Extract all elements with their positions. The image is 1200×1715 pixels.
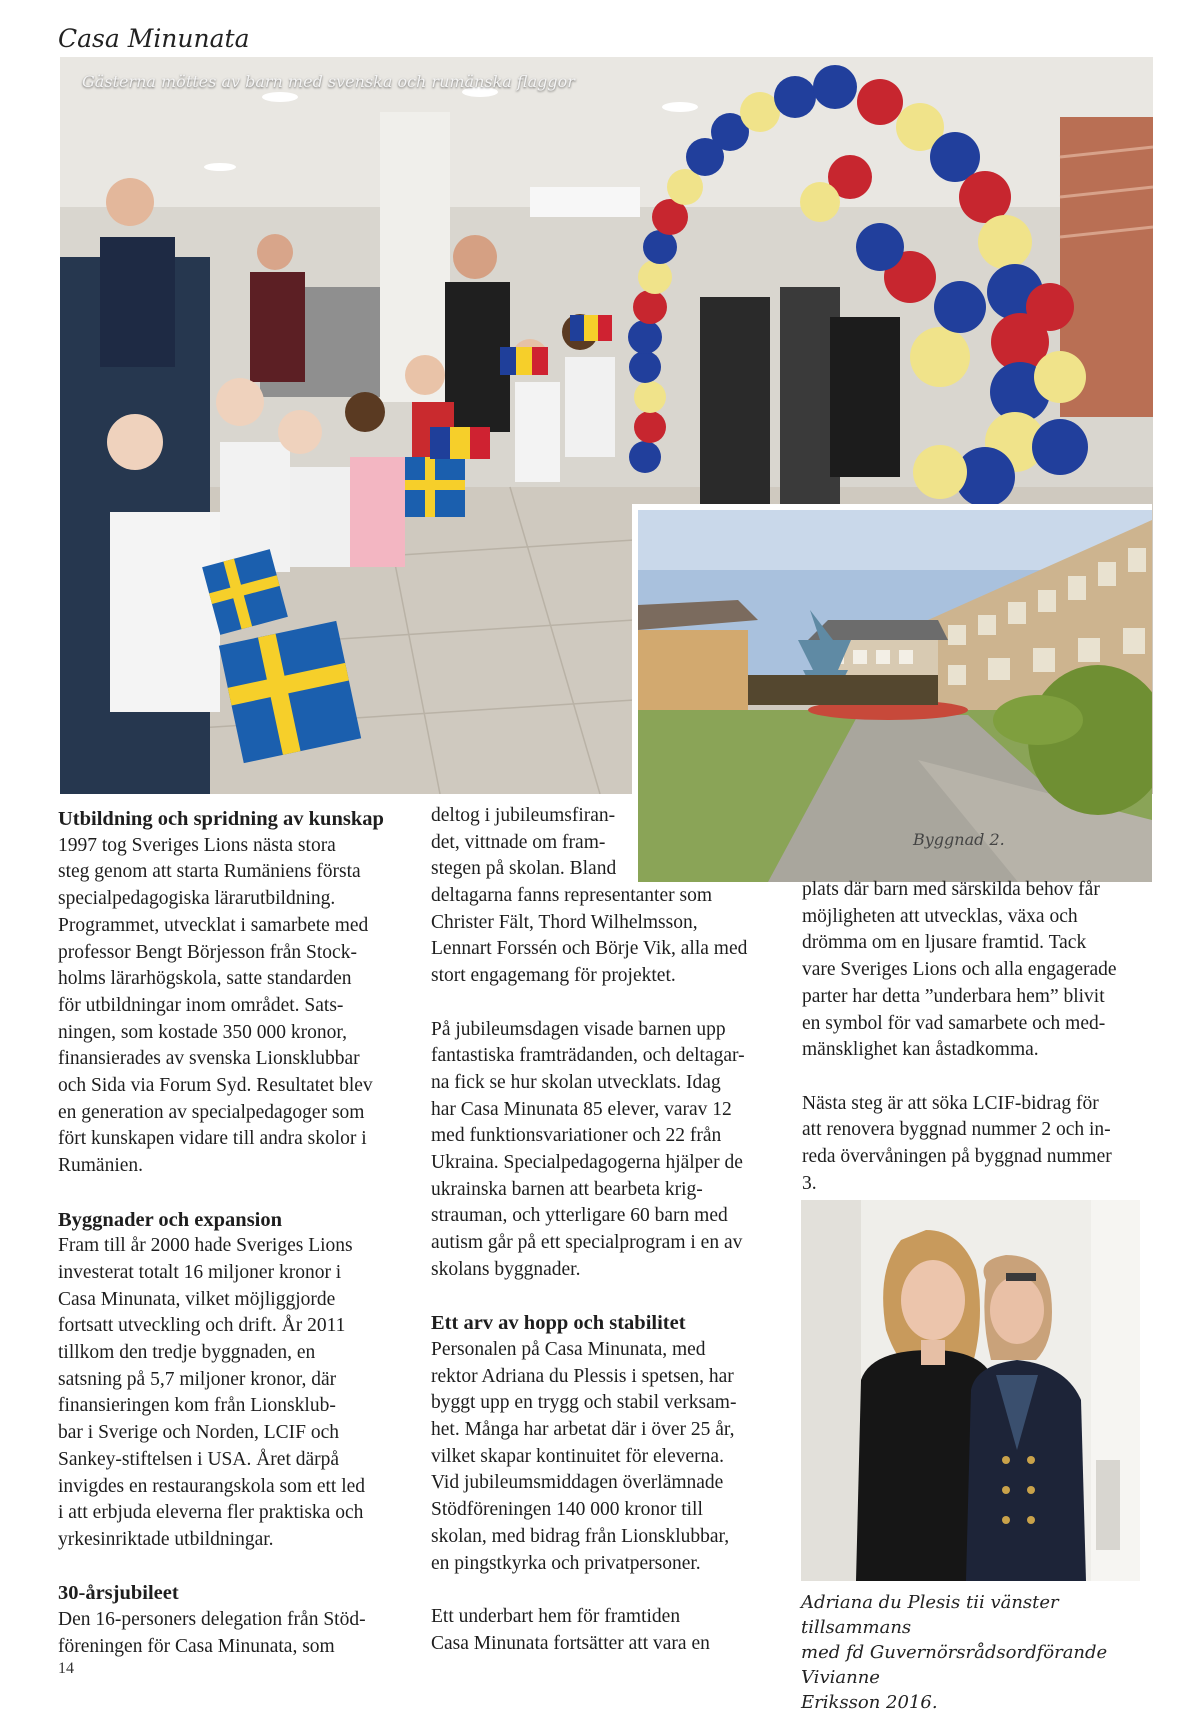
- paragraph-jubileumsdagen: På jubileumsdagen visade barnen upp fantastiska framträdanden, och deltagar- na fick se hur skolan utvecklats. Idag har Casa Minunata 85 elever, varav 12 med funktionsvariationer och 22 från Ukraina. Specialpedagogerna hjälper de ukrainska barnen att bearbeta krig- strauman, och ytterligare 60 barn med autism går på ett specialprogram i en av skolans byggnader.: [431, 1018, 745, 1280]
- paragraph-utbildning: 1997 tog Sveriges Lions nästa stora steg genom att starta Rumäniens första specialpedagogiska lärarutbildning. Programmet, utvecklat i samarbete med professor Bengt Börjesson från Stock- holms lärarhögskola, satte standarden för utbildningar inom området. Sats- ningen, som kostade 350 000 kronor, finansierades av svenska Lionsklubbar och Sida via Forum Syd. Resultatet blev en generation av specialpedagoger som fört kunskapen vidare till andra skolor i Rumänien.: [58, 834, 373, 1177]
- building-photo-caption: Byggnad 2.: [913, 830, 1005, 849]
- heading-arv: Ett arv av hopp och stabilitet: [431, 1312, 686, 1335]
- page-number: 14: [58, 1660, 74, 1677]
- paragraph-nasta-steg: Nästa steg är att söka LCIF-bidrag för att renovera byggnad nummer 2 och in- reda övervåningen på byggnad nummer 3.: [802, 1092, 1112, 1194]
- photo-building-2: [632, 504, 1152, 882]
- women-caption-text: Adriana du Plesis tii vänster tillsammans med fd Guvernörsrådsordförande Vivianne Eriksson 2016.: [801, 1592, 1108, 1713]
- photo-two-women: [801, 1200, 1140, 1581]
- paragraph-plats: plats där barn med särskilda behov får möjligheten att utvecklas, växa och drömma om en ljusare framtid. Tack vare Sveriges Lions och alla engagerade parter har detta ”underbara hem” blivit en symbol för vad samarbete och med- mänsklighet kan åstadkomma.: [802, 879, 1117, 1061]
- text-column-3: [802, 877, 1152, 1197]
- women-photo-caption: [801, 1590, 1151, 1715]
- text-column-2: [431, 883, 781, 1657]
- text-column-2-top: [431, 803, 631, 883]
- paragraph-byggnader: Fram till år 2000 hade Sveriges Lions investerat totalt 16 miljoner kronor i Casa Minunata, vilket möjliggjorde fortsatt utveckling och drift. År 2011 tillkom den tredje byggnaden, en satsning på 5,7 miljoner kronor, där finansieringen kom från Lionsklub- bar i Sverige och Norden, LCIF och Sankey-stiftelsen i USA. Året därpå invigdes en restaurangskola som ett led i att erbjuda eleverna fler praktiska och yrkesinriktade utbildningar.: [58, 1235, 366, 1550]
- text-column-1: [58, 806, 403, 1660]
- paragraph-underbart-hem: Ett underbart hem för framtiden Casa Minunata fortsätter att vara en: [431, 1605, 710, 1654]
- magazine-header: Casa Minunata: [58, 24, 250, 53]
- heading-utbildning: Utbildning och spridning av kunskap: [58, 808, 384, 830]
- paragraph-deltog-bottom: deltagarna fanns representanter som Christer Fält, Thord Wilhelmsson, Lennart Forssén och Börje Vik, alla med stort engagemang för projektet.: [431, 885, 748, 987]
- heading-byggnader: Byggnader och expansion: [58, 1208, 283, 1231]
- paragraph-jubileet: Den 16-personers delegation från Stöd- föreningen för Casa Minunata, som: [58, 1609, 366, 1657]
- paragraph-personalen: Personalen på Casa Minunata, med rektor Adriana du Plessis i spetsen, har byggt upp en trygg och stabil verksam- het. Många har arbetat där i över 25 år, vilket skapar kontinuitet för eleverna. Vid jubileumsmiddagen överlämnade Stödföreningen 140 000 kronor till skolan, med bidrag från Lionsklubbar, en pingstkyrka och privatpersoner.: [431, 1338, 737, 1574]
- main-photo-caption: Gästerna möttes av barn med svenska och rumänska flaggor: [82, 72, 575, 91]
- paragraph-deltog-top: deltog i jubileumsfiran- det, vittnade om fram- stegen på skolan. Bland: [431, 805, 617, 880]
- heading-jubileet: 30-årsjubileet: [58, 1582, 179, 1605]
